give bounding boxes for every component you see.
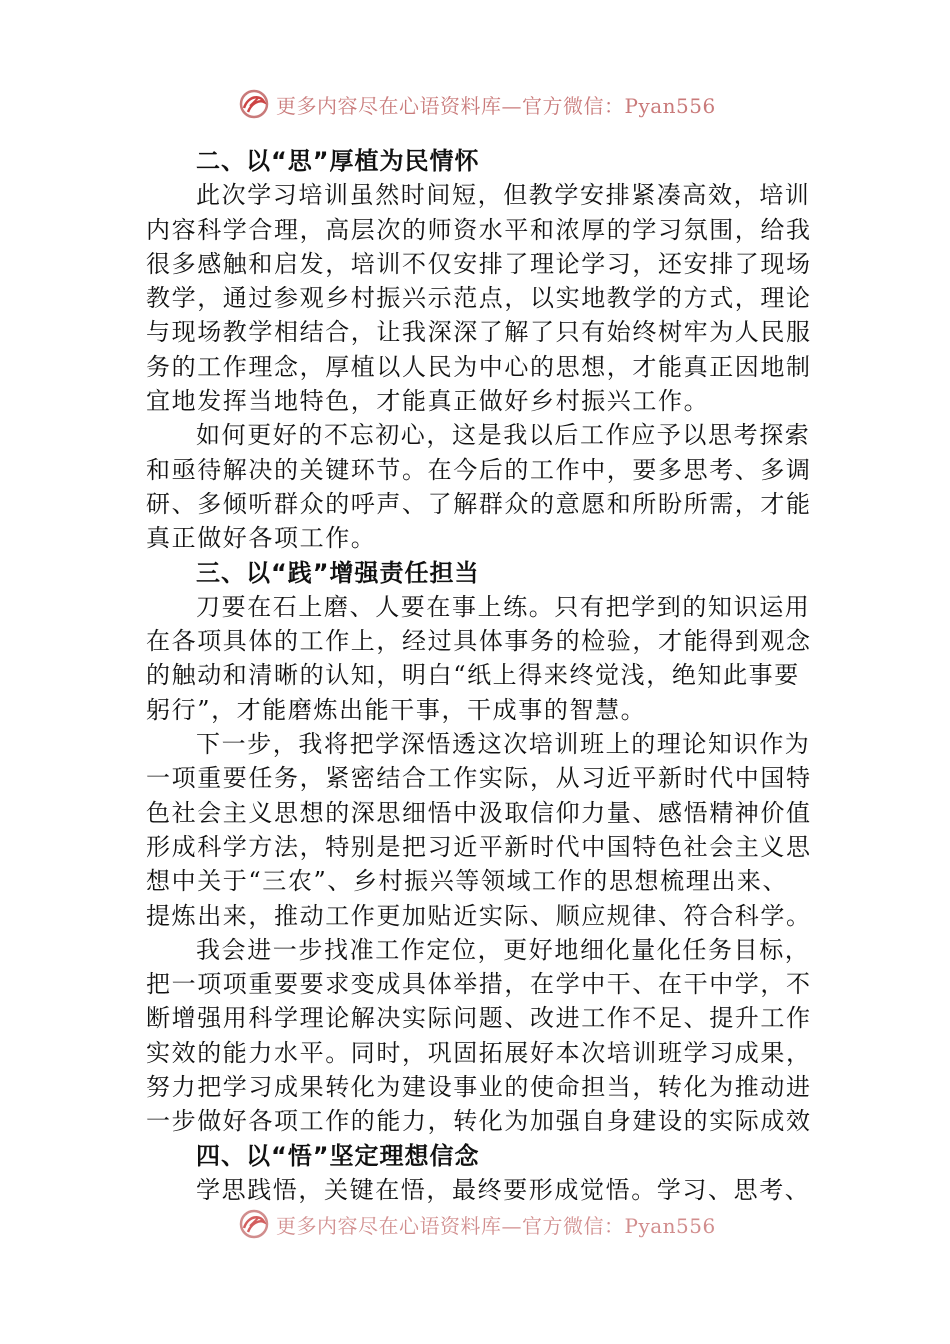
swirl-logo-icon — [236, 1206, 272, 1242]
paragraph-line: 研、多倾听群众的呼声、了解群众的意愿和所盼所需，才能 — [146, 489, 812, 518]
paragraph-line: 一步做好各项工作的能力，转化为加强自身建设的实际成效 — [146, 1107, 812, 1136]
paragraph-line: 的触动和清晰的认知，明白“纸上得来终觉浅，绝知此事要 — [146, 661, 800, 690]
paragraph-line: 实效的能力水平。同时，巩固拓展好本次培训班学习成果， — [146, 1038, 812, 1067]
paragraph-line: 此次学习培训虽然时间短，但教学安排紧凑高效，培训 — [196, 181, 811, 210]
paragraph-line: 真正做好各项工作。 — [146, 524, 377, 553]
paragraph-line: 务的工作理念，厚植以人民为中心的思想，才能真正因地制 — [146, 352, 812, 381]
paragraph-line: 教学，通过参观乡村振兴示范点，以实地教学的方式，理论 — [146, 284, 812, 313]
paragraph-line: 内容科学合理，高层次的师资水平和浓厚的学习氛围，给我 — [146, 215, 812, 244]
paragraph-line: 如何更好的不忘初心，这是我以后工作应予以思考探索 — [196, 421, 811, 450]
paragraph-line: 色社会主义思想的深思细悟中汲取信仰力量、感悟精神价值 — [146, 798, 812, 827]
section-heading: 四、以“悟”坚定理想信念 — [196, 1141, 480, 1170]
header-watermark-text: 更多内容尽在心语资料库—官方微信：Pyan556 — [276, 93, 716, 118]
footer-watermark — [236, 1206, 716, 1242]
footer-watermark-text: 更多内容尽在心语资料库—官方微信：Pyan556 — [276, 1213, 716, 1238]
paragraph-line: 努力把学习成果转化为建设事业的使命担当，转化为推动进 — [146, 1073, 812, 1102]
paragraph-line: 把一项项重要要求变成具体举措，在学中干、在干中学，不 — [146, 970, 812, 999]
paragraph-line: 很多感触和启发，培训不仅安排了理论学习，还安排了现场 — [146, 249, 812, 278]
paragraph-line: 想中关于“三农”、乡村振兴等领域工作的思想梳理出来、 — [146, 867, 789, 896]
paragraph-line: 提炼出来，推动工作更加贴近实际、顺应规律、符合科学。 — [146, 901, 812, 930]
header-watermark — [236, 86, 716, 122]
paragraph-line: 一项重要任务，紧密结合工作实际，从习近平新时代中国特 — [146, 764, 812, 793]
paragraph-line: 断增强用科学理论解决实际问题、改进工作不足、提升工作 — [146, 1004, 812, 1033]
section-heading: 二、以“思”厚植为民情怀 — [196, 147, 480, 175]
paragraph-line: 躬行”，才能磨炼出能干事，干成事的智慧。 — [146, 695, 647, 724]
document-body — [146, 144, 810, 1207]
paragraph-line: 我会进一步找准工作定位，更好地细化量化任务目标， — [196, 935, 811, 964]
swirl-logo-icon — [236, 86, 272, 122]
paragraph-line: 和亟待解决的关键环节。在今后的工作中，要多思考、多调 — [146, 455, 812, 484]
paragraph-line: 下一步，我将把学深悟透这次培训班上的理论知识作为 — [196, 730, 811, 759]
paragraph-line: 刀要在石上磨、人要在事上练。只有把学到的知识运用 — [196, 592, 811, 621]
paragraph-line: 在各项具体的工作上，经过具体事务的检验，才能得到观念 — [146, 627, 812, 656]
section-heading: 三、以“践”增强责任担当 — [196, 558, 480, 587]
paragraph-line: 形成科学方法，特别是把习近平新时代中国特色社会主义思 — [146, 832, 812, 861]
paragraph-line: 宜地发挥当地特色，才能真正做好乡村振兴工作。 — [146, 387, 710, 416]
paragraph-line: 学思践悟，关键在悟，最终要形成觉悟。学习、思考、 — [196, 1175, 811, 1204]
paragraph-line: 与现场教学相结合，让我深深了解了只有始终树牢为人民服 — [146, 318, 812, 347]
